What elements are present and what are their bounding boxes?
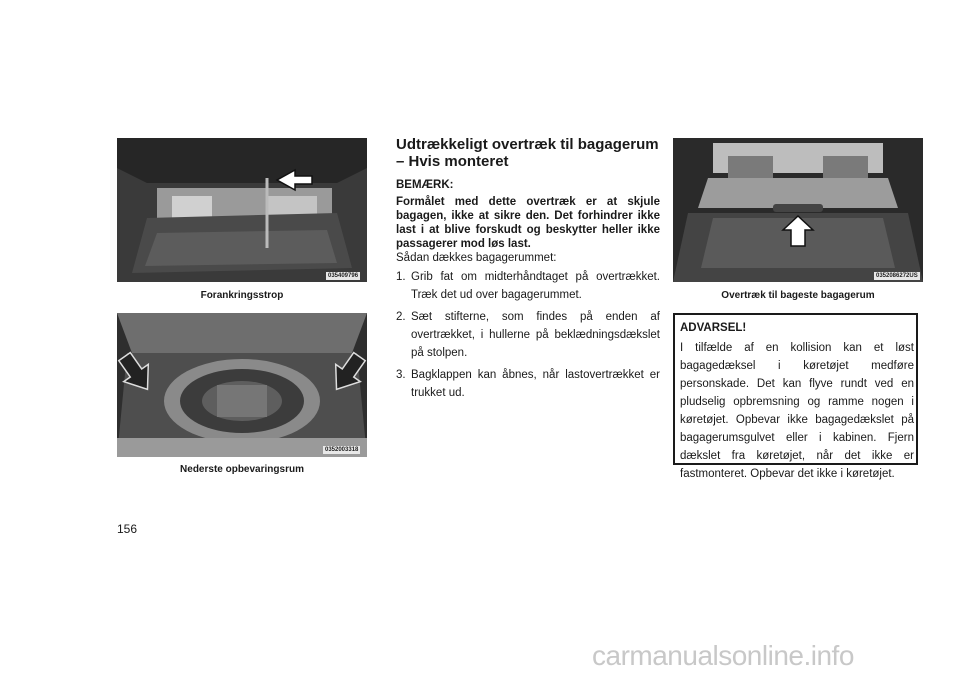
figure-code: 0352003318 [325, 447, 359, 453]
intro-text: Sådan dækkes bagagerummet: [396, 252, 557, 264]
figure-caption: Forankringsstrop [200, 290, 284, 301]
note-text: Formålet med dette overtræk er at skjule bagagen, ikke at sikre den. Det forhindrer ikke last i at blive forskudt og beskytter heller ikke passagerer mod løs last. [396, 196, 660, 250]
cargo-area-photo [117, 138, 367, 282]
figure-cargo-cover [673, 138, 923, 282]
cargo-cover-section [396, 136, 660, 406]
cargo-cover-photo [673, 138, 923, 282]
figure-lower-storage [117, 313, 367, 457]
list-item [396, 308, 660, 362]
storage-photo [117, 313, 367, 457]
step-text: Grib fat om midterhåndtaget på overtrækket. Træk det ud over bagagerummet. [411, 271, 660, 301]
figure-anchor-strap [117, 138, 367, 282]
figure-caption: Nederste opbevaringsrum [180, 464, 304, 475]
step-text: Sæt stifterne, som findes på enden af overtrækket, i hullerne på beklædningsdækslet på stolpen. [411, 311, 660, 359]
figure-caption: Overtræk til bageste bagagerum [721, 290, 875, 301]
figure-code: 035409796 [328, 273, 359, 279]
step-number: 2. [396, 311, 406, 323]
steps-list [396, 268, 660, 402]
section-title: Udtrækkeligt overtræk til bagagerum – Hvis monteret [396, 136, 659, 170]
list-item [396, 366, 660, 402]
watermark: carmanualsonline.info [592, 640, 854, 671]
step-number: 1. [396, 271, 406, 283]
warning-title: ADVARSEL! [680, 322, 747, 334]
figure-code: 0352086272US [876, 273, 918, 279]
step-number: 3. [396, 369, 406, 381]
warning-text: I tilfælde af en kollision kan et løst bagagedæksel i køretøjet medføre personskade. Det kan flyve rundt ved en pludselig opbremsning og ramme nogen i køretøjet. Opbevar ikke bagagedækslet på bagagerumsgulvet eller i kabinen. Fjern dækslet fra køretøjet, når det ikke er fastmonteret. Opbevar det ikke i køretøjet. [680, 342, 914, 480]
step-text: Bagklappen kan åbnes, når lastovertrækket er trukket ud. [411, 369, 660, 399]
page-number: 156 [117, 522, 138, 536]
note-label: BEMÆRK: [396, 179, 454, 191]
list-item [396, 268, 660, 304]
warning-box [673, 313, 918, 480]
